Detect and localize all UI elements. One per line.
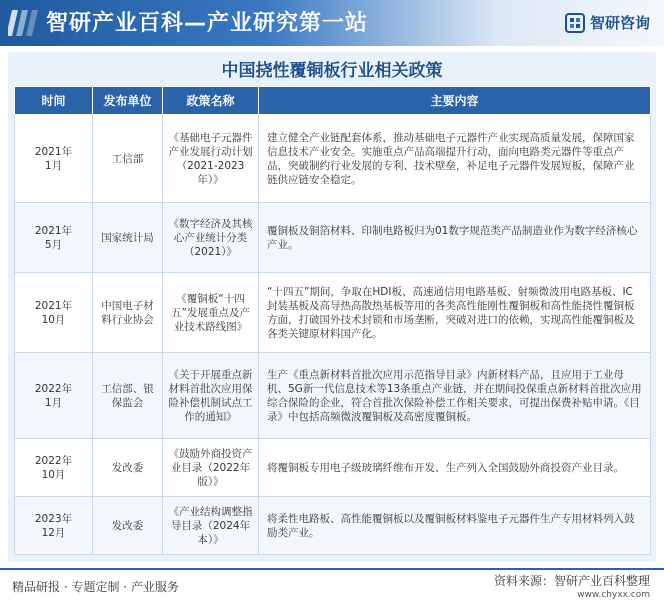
column-header-time: 时间	[15, 87, 93, 115]
cell-time: 2022年 10月	[15, 439, 93, 497]
slash-decoration-icon	[8, 10, 38, 36]
cell-policy: 《数字经济及其核心产业统计分类（2021）》	[163, 203, 259, 273]
cell-time: 2023年 12月	[15, 497, 93, 555]
cell-issuer: 国家统计局	[93, 203, 163, 273]
cell-policy: 《产业结构调整指导目录（2024年本）》	[163, 497, 259, 555]
column-header-issuer: 发布单位	[93, 87, 163, 115]
cell-issuer: 中国电子材料行业协会	[93, 273, 163, 353]
footer-source-block	[494, 572, 650, 600]
cell-content: 将柔性电路板、高性能覆铜板以及覆铜板材料鉴电子元器件生产专用材料列入鼓励类产业。	[259, 497, 651, 555]
cell-issuer: 发改委	[93, 439, 163, 497]
brand-name: 智研咨询	[589, 14, 650, 32]
column-header-policy: 政策名称	[163, 87, 259, 115]
page-header	[0, 0, 664, 46]
policy-table	[14, 86, 651, 555]
cell-content: 覆铜板及铜箔材料、印制电路板归为01数字规范类产品制造业作为数字经济核心产业。	[259, 203, 651, 273]
table-row	[15, 203, 651, 273]
cell-policy: 《鼓励外商投资产业目录（2022年版）》	[163, 439, 259, 497]
cell-time: 2022年 1月	[15, 353, 93, 439]
cell-time: 2021年 1月	[15, 115, 93, 203]
cell-time: 2021年 5月	[15, 203, 93, 273]
website-link[interactable]: www.chyxx.com	[577, 590, 650, 600]
source-note: 资料来源：智研产业百科整理	[493, 574, 650, 588]
footer-services: 精品研报 · 专题定制 · 产业服务	[12, 580, 179, 594]
brand	[565, 12, 650, 33]
cell-issuer: 工信部	[93, 115, 163, 203]
page-footer	[0, 568, 664, 606]
table-row	[15, 273, 651, 353]
page-title: 智研产业百科—产业研究第一站	[46, 11, 369, 36]
cell-issuer: 工信部、银保监会	[93, 353, 163, 439]
cell-content: 建立健全产业链配套体系，推动基础电子元器件产业实现高质量发展，保障国家信息技术产业安全。实施重点产品高端提升行动，面向电路类元器件等重点产品，突破制约行业发展的专利、技术壁垒，补足电子元器件发展短板，保障产业链供应链安全稳定。	[259, 115, 651, 203]
table-row	[15, 497, 651, 555]
cell-content: 将覆铜板专用电子级玻璃纤维布开发、生产列入全国鼓励外商投资产业目录。	[259, 439, 651, 497]
table-row	[15, 353, 651, 439]
column-header-content: 主要内容	[259, 87, 651, 115]
cell-time: 2021年 10月	[15, 273, 93, 353]
table-header-row	[15, 87, 651, 115]
cell-policy: 《基础电子元器件产业发展行动计划（2021-2023年）》	[163, 115, 259, 203]
table-row	[15, 439, 651, 497]
cell-content: 生产《重点新材料首批次应用示范指导目录》内新材料产品，且应用于工业母机、5G新一代信息技术等13条重点产业链，并在期间投保重点新材料首批次应用综合保险的企业，符合首批次保险补偿工作相关要求，可提出保费补贴申请。《目录》中包括高频微波覆铜板及高密度覆铜板。	[259, 353, 651, 439]
cell-content: “十四五”期间，争取在HDI板、高速通信用电路基板、射频微波用电路基板、IC封装基板及高导热高散热基板等用的各类高性能刚性覆铜板和高性能挠性覆铜板方面，打破国外技术封锁和市场垄断，突破对进口的依赖，实现高性能覆铜板及各类关键原材料国产化。	[259, 273, 651, 353]
table-title: 中国挠性覆铜板行业相关政策	[221, 61, 443, 81]
cell-policy: 《覆铜板“十四五”发展重点及产业技术路线图》	[163, 273, 259, 353]
table-row	[15, 115, 651, 203]
cell-policy: 《关于开展重点新材料首批次应用保险补偿机制试点工作的通知》	[163, 353, 259, 439]
cell-issuer: 发改委	[93, 497, 163, 555]
zhiyan-logo-icon	[565, 13, 585, 33]
